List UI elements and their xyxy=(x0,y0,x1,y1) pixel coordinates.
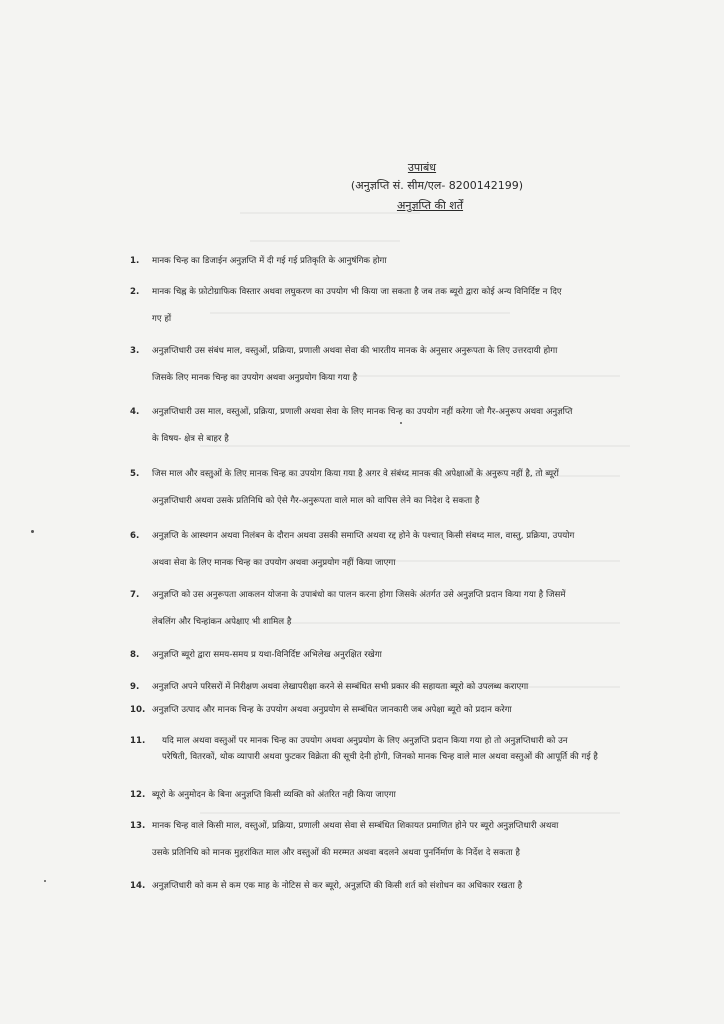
show-through-mark xyxy=(250,240,400,242)
condition-text-continued: गए हों xyxy=(152,314,172,324)
condition-text: अनुज्ञप्ति के आस्थगन अथवा निलंबन के दौरान अथवा उसकी समाप्ति अथवा रद्द होने के पश्चात् किसी संबध्द माल, वास्तु, प्रक्रिया, उपयोग xyxy=(152,531,575,541)
conditions-list xyxy=(130,254,670,893)
condition-item xyxy=(130,467,670,508)
license-number: (अनुज्ञप्ति सं. सीम/एल- 8200142199) xyxy=(350,179,524,192)
condition-number: 8. xyxy=(130,650,140,660)
condition-number: 2. xyxy=(130,287,140,297)
condition-item xyxy=(130,285,670,326)
scan-speck xyxy=(31,530,34,533)
condition-item xyxy=(130,680,670,694)
condition-number: 11. xyxy=(130,736,146,746)
condition-text: अनुज्ञप्ति उत्पाद और मानक चिन्ह के उपयोग अथवा अनुप्रयोग से सम्बंधित जानकारी जब अपेक्षा ब्यूरो को प्रदान करेगा xyxy=(152,705,512,715)
condition-text: अनुज्ञप्ति को उस अनुरूपता आकलन योजना के उपाबंधो का पालन करना होगा जिसके अंतर्गत उसे अनुज्ञप्ति प्रदान किया गया है जिसमें xyxy=(152,590,566,600)
condition-number: 1. xyxy=(130,256,140,266)
condition-text: मानक चिह्न के फ़ोटोग्राफिक विस्तार अथवा लघुकरण का उपयोग भी किया जा सकता है जब तक ब्यूरो द्वारा कोई अन्य विनिर्दिष्ट न दिए xyxy=(152,287,562,297)
condition-item xyxy=(130,819,670,860)
condition-text: मानक चिन्ह का डिजाईन अनुज्ञप्ति में दी गई गई प्रतिकृति के आनुषंगिक होगा xyxy=(152,256,387,266)
condition-item xyxy=(130,254,670,268)
condition-text-continued: अनुज्ञप्तिधारी अथवा उसके प्रतिनिधि को ऐसे गैर-अनुरूपता वाले माल को वापिस लेने का निदेश दे सकता है xyxy=(152,496,480,506)
condition-number: 7. xyxy=(130,590,140,600)
condition-item xyxy=(130,648,670,662)
condition-number: 6. xyxy=(130,531,140,541)
condition-number: 9. xyxy=(130,682,140,692)
condition-number: 14. xyxy=(130,881,146,891)
document-header xyxy=(0,160,724,214)
scan-speck xyxy=(44,880,46,882)
condition-item xyxy=(130,344,670,385)
condition-text-continued: लेबलिंग और चिन्हांकन अपेक्षाए भी शामिल है xyxy=(152,617,292,627)
condition-number: 13. xyxy=(130,821,146,831)
condition-text-continued: जिसके लिए मानक चिन्ह का उपयोग अथवा अनुप्रयोग किया गया है xyxy=(152,373,358,383)
condition-text-continued: अथवा सेवा के लिए मानक चिन्ह का उपयोग अथवा अनुप्रयोग नहीं किया जाएगा xyxy=(152,558,396,568)
condition-number: 3. xyxy=(130,346,140,356)
condition-text-continued: उसके प्रतिनिधि को मानक मुहरांकित माल और वस्तुओं की मरम्मत अथवा बदलने अथवा पुनर्निर्माण के निर्देश दे सकता है xyxy=(152,848,521,858)
condition-text: अनुज्ञप्ति अपने परिसरों में निरीक्षण अथवा लेखापरीक्षा करने से सम्बंधित सभी प्रकार की सहायता ब्यूरो को उपलब्ध कराएगा xyxy=(152,682,529,692)
condition-text: यदि माल अथवा वस्तुओं पर मानक चिन्ह का उपयोग अथवा अनुप्रयोग के लिए अनुज्ञप्ति प्रदान किया गया हो तो अनुज्ञप्तिधारी को उन xyxy=(162,736,568,746)
condition-text: जिस माल और वस्तुओं के लिए मानक चिन्ह का उपयोग किया गया है अगर वे संबंध्द मानक की अपेक्षाओं के अनुरूप नहीं है, तो ब्यूरों xyxy=(152,469,559,479)
condition-number: 5. xyxy=(130,469,140,479)
condition-number: 10. xyxy=(130,705,146,715)
condition-item xyxy=(130,788,670,802)
condition-text: मानक चिन्ह वाले किसी माल, वस्तुओं, प्रक्रिया, प्रणाली अथवा सेवा से सम्बंधित शिकायत प्रमाणित होने पर ब्यूरो अनुज्ञप्तिधारी अथवा xyxy=(152,821,559,831)
condition-item xyxy=(130,588,670,629)
condition-item xyxy=(130,703,670,717)
document-subtitle: अनुज्ञप्ति की शर्तें xyxy=(396,199,464,212)
document-title: उपाबंध xyxy=(407,161,437,174)
condition-text: ब्यूरो के अनुमोदन के बिना अनुज्ञप्ति किसी व्यक्ति को अंतरित नही किया जाएगा xyxy=(152,790,396,800)
condition-number: 12. xyxy=(130,790,146,800)
condition-item xyxy=(130,879,670,893)
condition-text: अनुज्ञप्तिधारी को कम से कम एक माह के नोटिस से कर ब्यूरो, अनुज्ञप्ति की किसी शर्त को संशोधन का अधिकार रखता है xyxy=(152,881,523,891)
condition-item xyxy=(130,734,670,764)
condition-text: अनुज्ञप्ति ब्यूरो द्वारा समय-समय प्र यथा-विनिर्दिष्ट अभिलेख अनुरक्षित रखेगा xyxy=(152,650,382,660)
condition-text-continued: परेषिती, वितरकों, थोक व्यापारी अथवा फुटकर विक्रेता की सूची देनी होगी, जिनको मानक चिन्ह वाले माल अथवा वस्तुओं की आपूर्ति की गई है xyxy=(162,752,598,762)
condition-text: अनुज्ञप्तिधारी उस माल, वस्तुओं, प्रक्रिया, प्रणाली अथवा सेवा के लिए मानक चिन्ह का उपयोग नहीं करेगा जो गैर-अनुरूप अथवा अनुज्ञप्ति xyxy=(152,407,573,417)
condition-text: अनुज्ञप्तिधारी उस संबंध माल, वस्तुओं, प्रक्रिया, प्रणाली अथवा सेवा की भारतीय मानक के अनुसार अनुरूपता के लिए उत्तरदायी होगा xyxy=(152,346,558,356)
condition-number: 4. xyxy=(130,407,140,417)
condition-item xyxy=(130,405,670,446)
condition-item xyxy=(130,529,670,570)
condition-text-continued: के विषय- क्षेत्र से बाहर है xyxy=(152,434,229,444)
